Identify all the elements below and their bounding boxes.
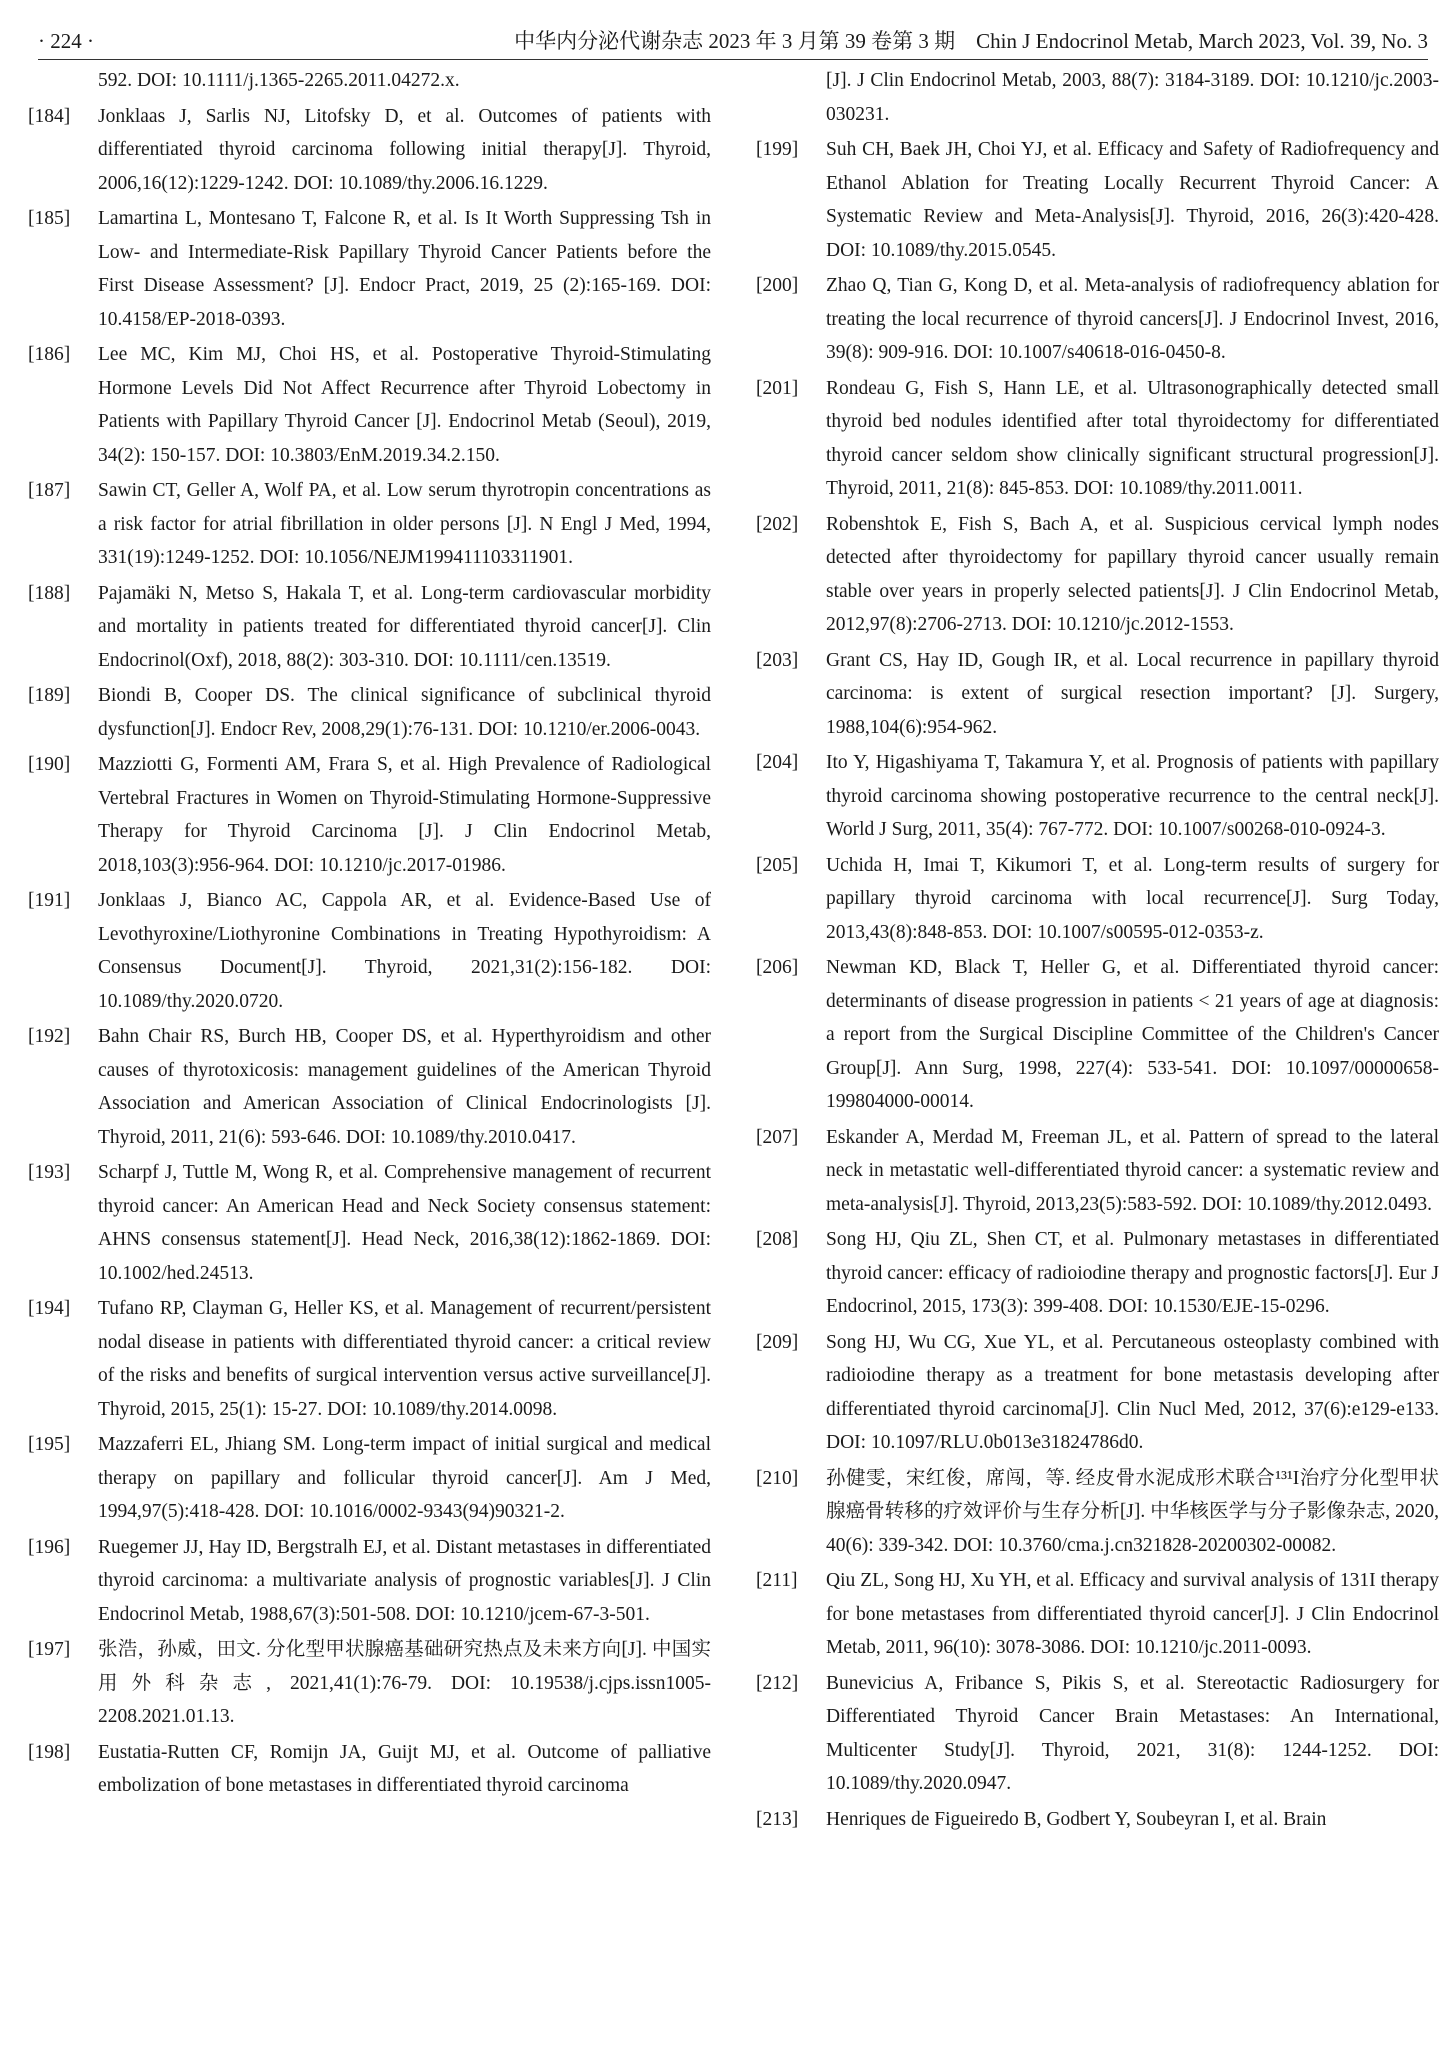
reference-text: Jonklaas J, Sarlis NJ, Litofsky D, et al. Outcomes of patients with differentiated thyroid carcinoma following initial therapy[J]. Thyroid, 2006,16(12):1229-1242. DOI: 10.1089/thy.2006.16.1229. [98, 105, 711, 194]
header-rule [38, 59, 1428, 60]
reference-number: [211] [756, 1570, 798, 1591]
reference-text: Ruegemer JJ, Hay ID, Bergstralh EJ, et al. Distant metastases in differentiated thyroid carcinoma: a multivariate analysis of prognostic variables[J]. J Clin Endocrinol Metab, 1988,67(3):501-508. DOI: 10.1210/jcem-67-3-501. [98, 1536, 711, 1625]
reference-number: [190] [28, 754, 71, 775]
reference-number: [197] [28, 1639, 71, 1660]
reference-item [28, 1736, 711, 1803]
reference-text: Scharpf J, Tuttle M, Wong R, et al. Comprehensive management of recurrent thyroid cancer: An American Head and Neck Society consensus statement: AHNS consensus statement[J]. Head Neck, 2016,38(12):1862-1869. DOI: 10.1002/hed.24513. [98, 1162, 711, 1284]
reference-text: Song HJ, Qiu ZL, Shen CT, et al. Pulmonary metastases in differentiated thyroid cancer: efficacy of radioiodine therapy and prognostic factors[J]. Eur J Endocrinol, 2015, 173(3): 399-408. DOI: 10.1530/EJE-15-0296. [826, 1229, 1439, 1317]
reference-number: [196] [28, 1536, 71, 1558]
reference-number: [204] [756, 752, 799, 773]
reference-number: [212] [756, 1672, 799, 1694]
reference-item [28, 1633, 711, 1734]
reference-item [28, 474, 711, 575]
page-number: · 224 · [38, 29, 94, 53]
reference-item [28, 577, 711, 678]
reference-number: [200] [756, 275, 799, 296]
reference-number: [195] [28, 1434, 71, 1455]
reference-text: Grant CS, Hay ID, Gough IR, et al. Local recurrence in papillary thyroid carcinoma: is extent of surgical resection important? [J]. Surgery, 1988,104(6):954-962. [826, 649, 1439, 738]
reference-item [756, 1462, 1439, 1563]
reference-number: [202] [756, 513, 799, 535]
reference-number: [184] [28, 105, 71, 127]
reference-number: [207] [756, 1126, 799, 1148]
reference-number: [213] [756, 1808, 799, 1830]
reference-text: Eustatia-Rutten CF, Romijn JA, Guijt MJ, et al. Outcome of palliative embolization of bone metastases in differentiated thyroid carcinoma [98, 1741, 711, 1796]
reference-text: Biondi B, Cooper DS. The clinical significance of subclinical thyroid dysfunction[J]. Endocr Rev, 2008,29(1):76-131. DOI: 10.1210/er.2006-0043. [98, 685, 711, 740]
reference-text: 张浩，孙威，田文. 分化型甲状腺癌基础研究热点及未来方向[J]. 中国实用外科杂志, 2021,41(1):76-79. DOI: 10.19538/j.cjps.issn1005-2208.2021.01.13. [98, 1639, 711, 1727]
reference-text: Tufano RP, Clayman G, Heller KS, et al. Management of recurrent/persistent nodal disease in patients with differentiated thyroid cancer: a critical review of the risks and benefits of surgical intervention versus active surveillance[J]. Thyroid, 2015, 25(1): 15-27. DOI: 10.1089/thy.2014.0098. [98, 1298, 711, 1420]
reference-text: Bahn Chair RS, Burch HB, Cooper DS, et al. Hyperthyroidism and other causes of thyrotoxicosis: management guidelines of the American Thyroid Association and American Association of Clinical Endocrinologists [J]. Thyroid, 2011, 21(6): 593-646. DOI: 10.1089/thy.2010.0417. [98, 1026, 711, 1148]
reference-text: Jonklaas J, Bianco AC, Cappola AR, et al. Evidence-Based Use of Levothyroxine/Liothyronine Combinations in Treating Hypothyroidism: A Consensus Document[J]. Thyroid, 2021,31(2):156-182. DOI: 10.1089/thy.2020.0720. [98, 890, 711, 1012]
reference-number: [203] [756, 649, 799, 671]
running-header [38, 26, 1428, 56]
reference-text: Eskander A, Merdad M, Freeman JL, et al. Pattern of spread to the lateral neck in metastatic well-differentiated thyroid cancer: a systematic review and meta-analysis[J]. Thyroid, 2013,23(5):583-592. DOI: 10.1089/thy.2012.0493. [826, 1126, 1439, 1215]
reference-item [756, 269, 1439, 370]
reference-text: Uchida H, Imai T, Kikumori T, et al. Long-term results of surgery for papillary thyroid carcinoma with local recurrence[J]. Surg Today, 2013,43(8):848-853. DOI: 10.1007/s00595-012-0353-z. [826, 854, 1439, 943]
reference-item [756, 951, 1439, 1119]
reference-text: Suh CH, Baek JH, Choi YJ, et al. Efficacy and Safety of Radiofrequency and Ethanol Ablation for Treating Locally Recurrent Thyroid Cancer: A Systematic Review and Meta-Analysis[J]. Thyroid, 2016, 26(3):420-428. DOI: 10.1089/thy.2015.0545. [826, 139, 1439, 261]
reference-item [28, 202, 711, 336]
reference-number: [208] [756, 1229, 799, 1250]
reference-number: [186] [28, 344, 71, 365]
reference-text: Zhao Q, Tian G, Kong D, et al. Meta-analysis of radiofrequency ablation for treating the local recurrence of thyroid cancers[J]. J Endocrinol Invest, 2016, 39(8): 909-916. DOI: 10.1007/s40618-016-0450-8. [826, 275, 1439, 363]
reference-text: Robenshtok E, Fish S, Bach A, et al. Suspicious cervical lymph nodes detected after thyroidectomy for papillary thyroid cancer usually remain stable over years in properly selected patients[J]. J Clin Endocrinol Metab, 2012,97(8):2706-2713. DOI: 10.1210/jc.2012-1553. [826, 513, 1439, 635]
reference-item [756, 746, 1439, 847]
reference-text: Song HJ, Wu CG, Xue YL, et al. Percutaneous osteoplasty combined with radioiodine therapy as a treatment for bone metastasis developing after differentiated thyroid carcinoma[J]. Clin Nucl Med, 2012, 37(6):e129-e133. DOI: 10.1097/RLU.0b013e31824786d0. [826, 1331, 1439, 1453]
reference-text: Bunevicius A, Fribance S, Pikis S, et al. Stereotactic Radiosurgery for Differentiated Thyroid Cancer Brain Metastases: An International, Multicenter Study[J]. Thyroid, 2021, 31(8): 1244-1252. DOI: 10.1089/thy.2020.0947. [826, 1672, 1439, 1794]
reference-item [28, 1428, 711, 1529]
left-column [28, 64, 711, 1805]
reference-number: [188] [28, 582, 71, 604]
reference-item [28, 748, 711, 882]
reference-number: [191] [28, 890, 71, 911]
reference-number: [189] [28, 685, 71, 706]
reference-text: Qiu ZL, Song HJ, Xu YH, et al. Efficacy and survival analysis of 131I therapy for bone metastases from differentiated thyroid cancer[J]. J Clin Endocrinol Metab, 2011, 96(10): 3078-3086. DOI: 10.1210/jc.2011-0093. [826, 1570, 1439, 1658]
reference-number: [201] [756, 377, 799, 399]
reference-item [28, 338, 711, 472]
reference-item [756, 133, 1439, 267]
reference-number: [210] [756, 1467, 799, 1489]
reference-number: [198] [28, 1741, 71, 1763]
reference-continuation: 592. DOI: 10.1111/j.1365-2265.2011.04272.x. [98, 70, 460, 91]
reference-text: Newman KD, Black T, Heller G, et al. Differentiated thyroid cancer: determinants of disease progression in patients < 21 years of age at diagnosis: a report from the Surgical Discipline Committee of the Children's Cancer Group[J]. Ann Surg, 1998, 227(4): 533-541. DOI: 10.1097/00000658-199804000-00014. [826, 957, 1439, 1112]
reference-item [756, 644, 1439, 745]
reference-number: [187] [28, 480, 71, 501]
reference-item [756, 1667, 1439, 1801]
reference-item [28, 1020, 711, 1154]
reference-text: Ito Y, Higashiyama T, Takamura Y, et al. Prognosis of patients with papillary thyroid carcinoma showing postoperative recurrence to the central neck[J]. World J Surg, 2011, 35(4): 767-772. DOI: 10.1007/s00268-010-0924-3. [826, 752, 1439, 840]
reference-item [756, 1326, 1439, 1460]
reference-number: [192] [28, 1026, 71, 1047]
reference-item [28, 100, 711, 201]
reference-item [28, 1292, 711, 1426]
reference-item [756, 1223, 1439, 1324]
reference-item [28, 1156, 711, 1290]
reference-number: [209] [756, 1331, 799, 1353]
reference-list [756, 133, 1439, 1836]
reference-item [756, 372, 1439, 506]
journal-citation: 中华内分泌代谢杂志 2023 年 3 月第 39 卷第 3 期 Chin J Endocrinol Metab, March 2023, Vol. 39, No. 3 [514, 29, 1428, 53]
reference-list [28, 100, 711, 1803]
reference-text: 孙健雯，宋红俊，席闯，等. 经皮骨水泥成形术联合¹³¹I治疗分化型甲状腺癌骨转移的疗效评价与生存分析[J]. 中华核医学与分子影像杂志, 2020, 40(6): 339-342. DOI: 10.3760/cma.j.cn321828-20200302-00082. [826, 1467, 1439, 1556]
reference-number: [185] [28, 208, 71, 229]
reference-text: Mazziotti G, Formenti AM, Frara S, et al. High Prevalence of Radiological Vertebral Fractures in Women on Thyroid-Stimulating Hormone-Suppressive Therapy for Thyroid Carcinoma [J]. J Clin Endocrinol Metab, 2018,103(3):956-964. DOI: 10.1210/jc.2017-01986. [98, 754, 711, 876]
reference-item [28, 884, 711, 1018]
reference-item [756, 508, 1439, 642]
reference-text: Henriques de Figueiredo B, Godbert Y, Soubeyran I, et al. Brain [826, 1808, 1327, 1830]
reference-item [756, 849, 1439, 950]
reference-item [756, 1564, 1439, 1665]
reference-text: Rondeau G, Fish S, Hann LE, et al. Ultrasonographically detected small thyroid bed nodules identified after total thyroidectomy for differentiated thyroid cancer seldom show clinically significant structural progression[J]. Thyroid, 2011, 21(8): 845-853. DOI: 10.1089/thy.2011.0011. [826, 377, 1439, 499]
reference-item [28, 1531, 711, 1632]
reference-text: Pajamäki N, Metso S, Hakala T, et al. Long-term cardiovascular morbidity and mortality in patients treated for differentiated thyroid cancer[J]. Clin Endocrinol(Oxf), 2018, 88(2): 303-310. DOI: 10.1111/cen.13519. [98, 582, 711, 671]
reference-text: Mazzaferri EL, Jhiang SM. Long-term impact of initial surgical and medical therapy on papillary and follicular thyroid cancer[J]. Am J Med, 1994,97(5):418-428. DOI: 10.1016/0002-9343(94)90321-2. [98, 1434, 711, 1522]
reference-continuation: [J]. J Clin Endocrinol Metab, 2003, 88(7): 3184-3189. DOI: 10.1210/jc.2003-030231. [826, 70, 1439, 125]
reference-number: [205] [756, 854, 799, 876]
reference-number: [199] [756, 139, 799, 160]
reference-item [756, 1121, 1439, 1222]
reference-number: [194] [28, 1298, 71, 1319]
reference-item [756, 1803, 1439, 1837]
reference-item [28, 679, 711, 746]
right-column [756, 64, 1439, 1838]
reference-text: Lamartina L, Montesano T, Falcone R, et al. Is It Worth Suppressing Tsh in Low- and Intermediate-Risk Papillary Thyroid Cancer Patients before the First Disease Assessment? [J]. Endocr Pract, 2019, 25 (2):165-169. DOI: 10.4158/EP-2018-0393. [98, 208, 711, 330]
reference-text: Sawin CT, Geller A, Wolf PA, et al. Low serum thyrotropin concentrations as a risk factor for atrial fibrillation in older persons [J]. N Engl J Med, 1994, 331(19):1249-1252. DOI: 10.1056/NEJM199411103311901. [98, 480, 711, 568]
reference-text: Lee MC, Kim MJ, Choi HS, et al. Postoperative Thyroid-Stimulating Hormone Levels Did Not Affect Recurrence after Thyroid Lobectomy in Patients with Papillary Thyroid Cancer [J]. Endocrinol Metab (Seoul), 2019, 34(2): 150-157. DOI: 10.3803/EnM.2019.34.2.150. [98, 344, 711, 466]
reference-number: [206] [756, 957, 799, 978]
reference-number: [193] [28, 1162, 71, 1183]
